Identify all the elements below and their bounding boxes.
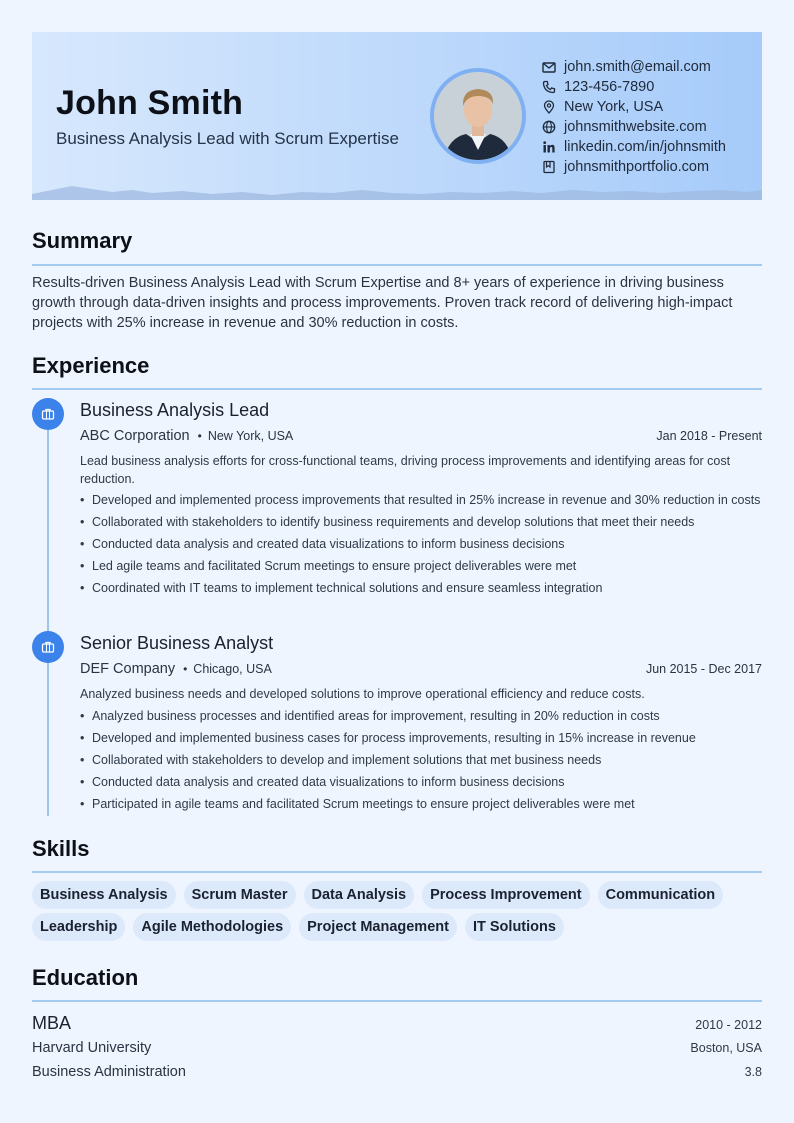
experience-heading: Experience (32, 353, 150, 378)
contact-phone[interactable] (542, 77, 726, 97)
briefcase-icon (41, 407, 55, 421)
summary-divider (32, 264, 762, 266)
skill-chip: Project Management (299, 913, 457, 941)
job-company: ABC Corporation (80, 428, 190, 444)
job-bullet: • Collaborated with stakeholders to develop and implement solutions that met business needs (80, 751, 762, 769)
job-marker (32, 398, 64, 430)
contact-linkedin[interactable] (542, 137, 726, 157)
contact-website-text: johnsmithwebsite.com (564, 119, 707, 135)
education-degree-row (32, 1013, 762, 1034)
job-location: Chicago, USA (193, 662, 272, 676)
job-bullets (80, 707, 762, 817)
phone-icon (542, 80, 556, 94)
email-icon (542, 60, 556, 74)
job-bullet: • Participated in agile teams and facilitated Scrum meetings to ensure project deliverables were met (80, 795, 762, 813)
education-school: Harvard University (32, 1040, 152, 1056)
job-description: Analyzed business needs and developed solutions to improve operational efficiency and reduce costs. (80, 687, 645, 701)
education-location: Boston, USA (690, 1041, 762, 1055)
job-dates: Jan 2018 - Present (656, 429, 762, 443)
job-bullet: • Conducted data analysis and created data visualizations to inform business decisions (80, 535, 762, 553)
job-bullet: • Analyzed business processes and identified areas for improvement, resulting in 20% reduction in costs (80, 707, 762, 725)
contact-email[interactable] (542, 57, 726, 77)
contact-website[interactable] (542, 117, 726, 137)
briefcase-icon (41, 640, 55, 654)
contact-location (542, 97, 726, 117)
skills-list (32, 881, 762, 945)
contact-phone-text: 123-456-7890 (564, 79, 655, 95)
education-field-row (32, 1064, 762, 1080)
skills-divider (32, 871, 762, 873)
experience-timeline (47, 412, 49, 816)
skills-row (32, 881, 762, 909)
contact-list (542, 57, 726, 177)
skill-chip: Data Analysis (304, 881, 415, 909)
skill-chip: Process Improvement (422, 881, 590, 909)
skill-chip: Leadership (32, 913, 125, 941)
education-dates: 2010 - 2012 (695, 1018, 762, 1032)
candidate-name: John Smith (56, 84, 244, 122)
job-bullet: • Conducted data analysis and created data visualizations to inform business decisions (80, 773, 762, 791)
linkedin-icon (542, 140, 556, 154)
job-title: Business Analysis Lead (80, 400, 270, 420)
experience-divider (32, 388, 762, 390)
job-meta (80, 428, 762, 444)
globe-icon (542, 120, 556, 134)
skill-chip: IT Solutions (465, 913, 564, 941)
contact-portfolio[interactable] (542, 157, 726, 177)
skill-chip: Communication (598, 881, 724, 909)
job-description: Lead business analysis efforts for cross-functional teams, driving process improvements and identifying areas for cost reduction. (80, 454, 731, 486)
meta-separator: • (197, 429, 202, 443)
summary-heading: Summary (32, 228, 133, 253)
contact-linkedin-text: linkedin.com/in/johnsmith (564, 139, 726, 155)
job-bullet: • Coordinated with IT teams to implement technical solutions and ensure seamless integration (80, 579, 762, 597)
education-school-row (32, 1040, 762, 1056)
skill-chip: Business Analysis (32, 881, 176, 909)
job-bullet: • Developed and implemented business cases for process improvements, resulting in 15% increase in revenue (80, 729, 762, 747)
resume-header (32, 32, 762, 200)
contact-location-text: New York, USA (564, 99, 664, 115)
job-company: DEF Company (80, 661, 176, 677)
candidate-tagline: Business Analysis Lead with Scrum Expertise (56, 129, 399, 148)
job-location: New York, USA (207, 429, 294, 443)
skills-row (32, 913, 762, 941)
education-degree: MBA (32, 1013, 72, 1033)
profile-photo (430, 68, 526, 164)
meta-separator: • (183, 662, 188, 676)
job-dates: Jun 2015 - Dec 2017 (645, 662, 762, 676)
skills-heading: Skills (32, 836, 90, 861)
education-field: Business Administration (32, 1064, 186, 1080)
job-bullets (80, 491, 762, 601)
skill-chip: Scrum Master (184, 881, 296, 909)
job-marker (32, 631, 64, 663)
education-divider (32, 1000, 762, 1002)
contact-portfolio-text: johnsmithportfolio.com (564, 159, 710, 175)
job-bullet: • Developed and implemented process improvements that resulted in 25% increase in revenue and 30% reduction in costs (80, 491, 762, 509)
education-heading: Education (32, 965, 139, 990)
job-bullet: • Collaborated with stakeholders to identify business requirements and develop solutions that meet their needs (80, 513, 762, 531)
location-icon (542, 100, 556, 114)
job-meta (80, 661, 762, 677)
job-bullet: • Led agile teams and facilitated Scrum meetings to ensure project deliverables were met (80, 557, 762, 575)
education-gpa: 3.8 (744, 1065, 762, 1079)
contact-email-text: john.smith@email.com (564, 59, 711, 75)
skill-chip: Agile Methodologies (133, 913, 291, 941)
header-wave-decoration (32, 180, 762, 200)
summary-text: Results-driven Business Analysis Lead with Scrum Expertise and 8+ years of experience in driving business growth through data-driven insights and process improvements. Proven track record of delivering high-impact projects with 25% increase in revenue and 30% reduction in costs. (32, 275, 733, 331)
portfolio-icon (542, 160, 556, 174)
job-title: Senior Business Analyst (80, 633, 274, 653)
